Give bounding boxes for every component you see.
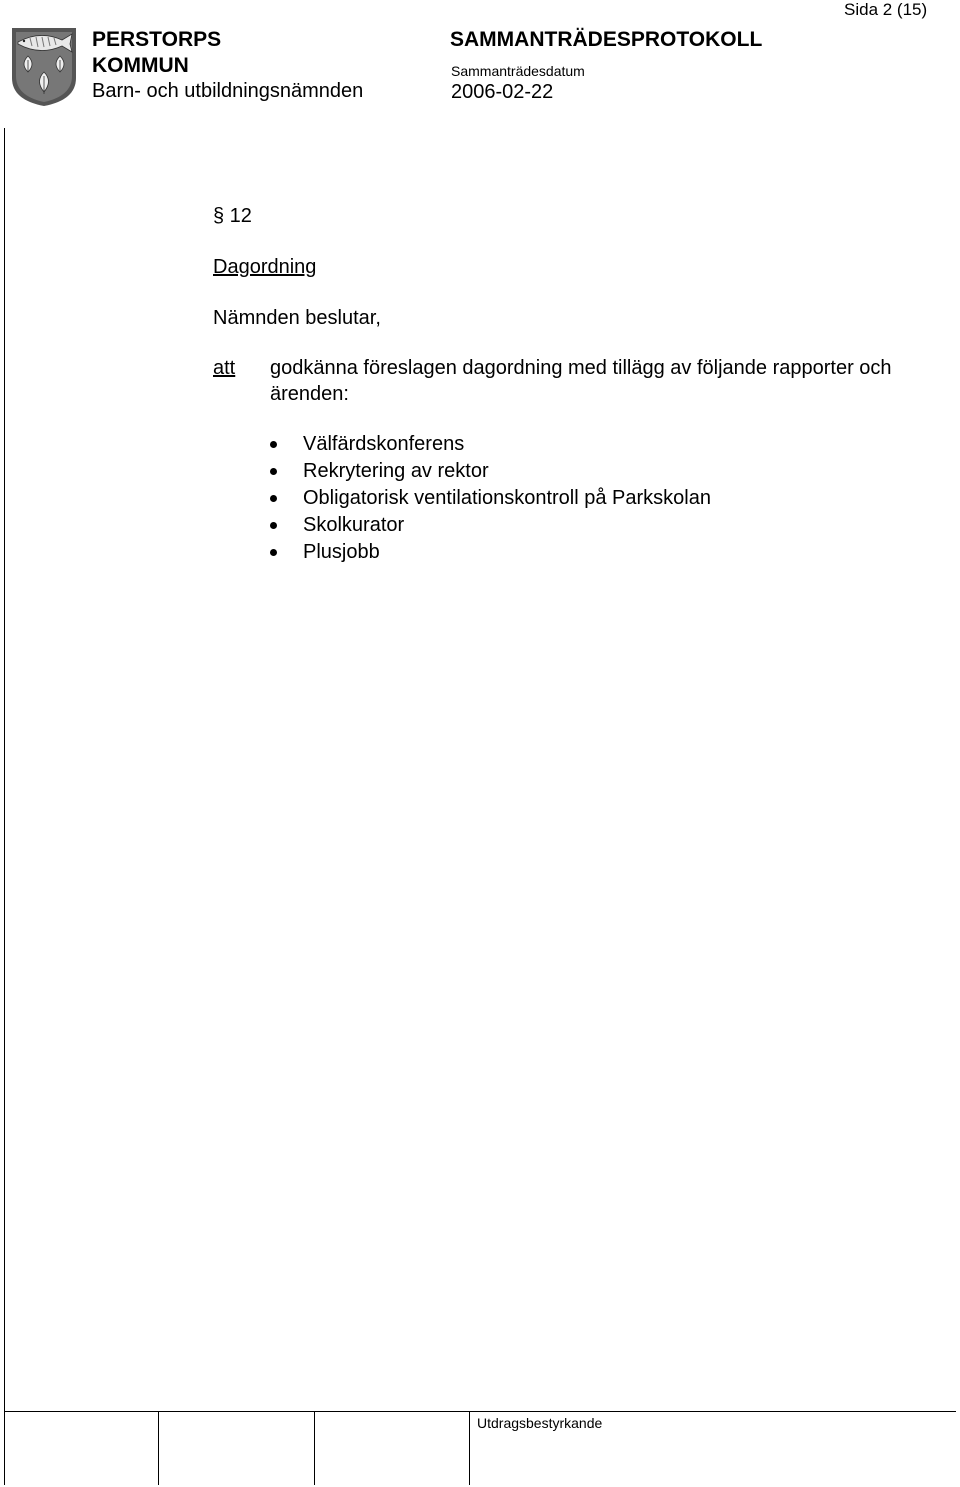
page-number: Sida 2 (15) xyxy=(844,0,928,19)
bullet-icon xyxy=(270,522,277,529)
meeting-date-value: 2006-02-22 xyxy=(451,81,554,103)
list-item xyxy=(270,431,950,458)
org-name-line2: KOMMUN xyxy=(92,54,189,77)
list-item-text: Plusjobb xyxy=(303,541,380,563)
bullet-icon xyxy=(270,495,277,502)
list-item-text: Välfärdskonferens xyxy=(303,433,465,455)
decision-text: godkänna föreslagen dagordning med tillägg av följande rapporter och ärenden: xyxy=(270,357,892,405)
att-keyword: att xyxy=(213,357,236,379)
list-item xyxy=(270,539,950,566)
decision-intro: Nämnden beslutar, xyxy=(213,307,381,329)
extract-certification-label: Utdragsbestyrkande xyxy=(477,1415,603,1431)
list-item-text: Rekrytering av rektor xyxy=(303,460,489,482)
list-item xyxy=(270,458,950,485)
section-heading: Dagordning xyxy=(213,256,317,278)
list-item xyxy=(270,512,950,539)
section-number: § 12 xyxy=(213,205,252,227)
bullet-icon xyxy=(270,441,277,448)
agenda-items-list xyxy=(270,431,950,566)
document-title: SAMMANTRÄDESPROTOKOLL xyxy=(450,28,763,51)
org-name xyxy=(92,27,221,79)
list-item xyxy=(270,485,950,512)
signature-box-divider xyxy=(469,1411,470,1485)
signature-box-divider xyxy=(314,1411,315,1485)
list-item-text: Obligatorisk ventilationskontroll på Parkskolan xyxy=(303,487,711,509)
meeting-date-label: Sammanträdesdatum xyxy=(451,63,585,79)
department-name: Barn- och utbildningsnämnden xyxy=(92,80,364,102)
list-item-text: Skolkurator xyxy=(303,514,405,536)
bullet-icon xyxy=(270,468,277,475)
org-name-line1: PERSTORPS xyxy=(92,28,222,51)
bullet-icon xyxy=(270,549,277,556)
signature-box-divider xyxy=(158,1411,159,1485)
footer-rule xyxy=(4,1411,956,1412)
left-margin-rule xyxy=(4,128,5,1485)
municipal-crest-logo xyxy=(10,26,78,108)
